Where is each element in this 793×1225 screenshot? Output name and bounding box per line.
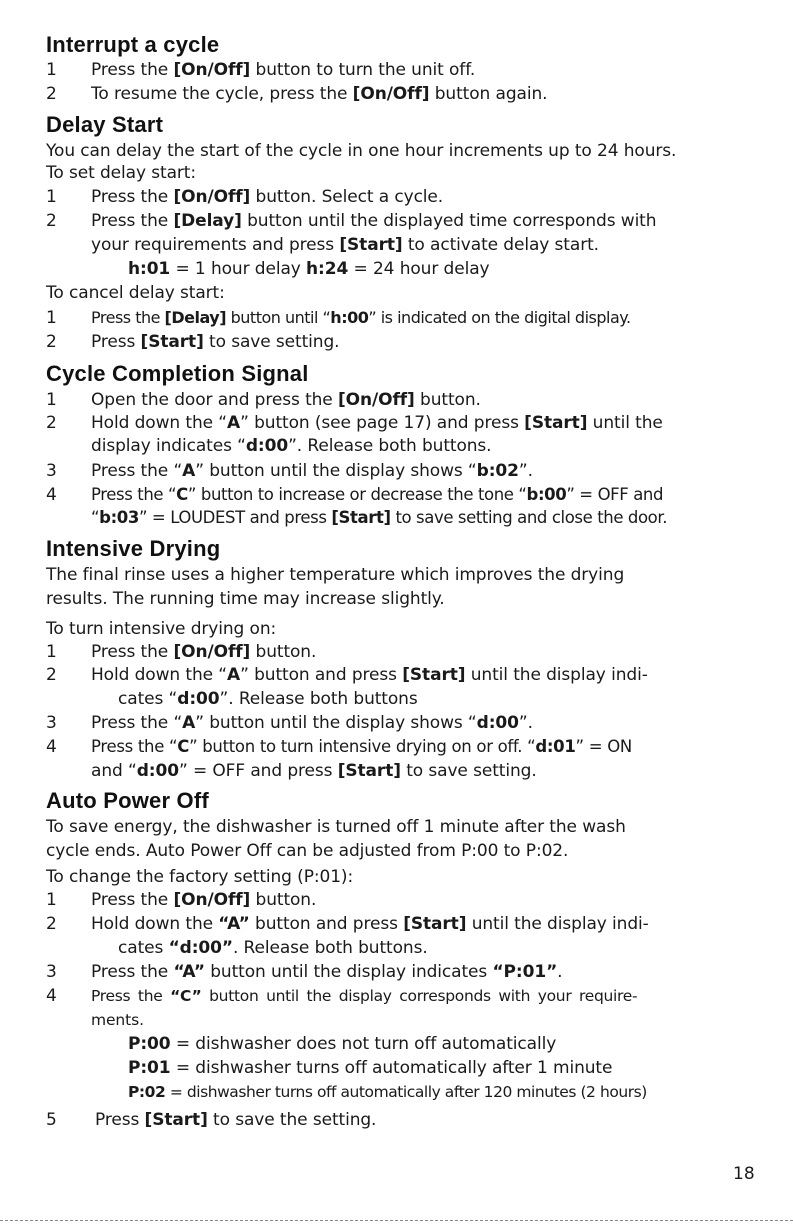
step-number: 1 <box>46 890 57 910</box>
step-number: 2 <box>46 914 57 934</box>
step-number: 1 <box>46 642 57 662</box>
step-number: 4 <box>46 737 57 757</box>
step-text: Hold down the “A” button and press [Start] until the display indi- <box>91 914 649 934</box>
step-text: Press the “C” button to increase or decrease the tone “b:00” = OFF and <box>91 485 664 504</box>
step-text: Hold down the “A” button (see page 17) and press [Start] until the <box>91 413 663 433</box>
option-line: P:00 = dishwasher does not turn off automatically <box>128 1034 557 1054</box>
step-number: 1 <box>46 187 57 207</box>
step-text: “b:03” = LOUDEST and press [Start] to save setting and close the door. <box>91 508 668 527</box>
heading-interrupt-cycle: Interrupt a cycle <box>46 32 220 57</box>
body-text: To save energy, the dishwasher is turned off 1 minute after the wash <box>46 817 626 837</box>
body-text: To turn intensive drying on: <box>46 619 277 639</box>
step-number: 4 <box>46 485 57 505</box>
body-text: To change the factory setting (P:01): <box>46 867 354 887</box>
step-text: ments. <box>91 1011 144 1029</box>
body-text: The final rinse uses a higher temperature which improves the drying <box>46 565 625 585</box>
step-text: Press the [On/Off] button to turn the unit off. <box>91 60 476 80</box>
step-number: 2 <box>46 413 57 433</box>
heading-delay-start: Delay Start <box>46 112 164 137</box>
step-text: Press the [Delay] button until “h:00” is indicated on the digital display. <box>91 308 631 327</box>
step-text: cates “d:00”. Release both buttons. <box>118 938 428 958</box>
step-text: Press the [Delay] button until the displayed time corresponds with <box>91 211 657 231</box>
step-number: 1 <box>46 60 57 80</box>
step-number: 1 <box>46 390 57 410</box>
step-text: Press [Start] to save setting. <box>91 332 340 352</box>
step-text: Press the [On/Off] button. <box>91 890 317 910</box>
delay-codes: h:01 = 1 hour delay h:24 = 24 hour delay <box>128 259 490 279</box>
heading-auto-power-off: Auto Power Off <box>46 788 209 813</box>
step-number: 1 <box>46 308 57 328</box>
step-text: Press the “A” button until the display shows “b:02”. <box>91 461 533 481</box>
step-number: 2 <box>46 332 57 352</box>
body-text: To set delay start: <box>46 163 196 183</box>
step-number: 2 <box>46 211 57 231</box>
step-number: 3 <box>46 962 57 982</box>
step-text: Press the “A” button until the display indicates “P:01”. <box>91 962 563 982</box>
step-text: Hold down the “A” button and press [Start] until the display indi- <box>91 665 648 685</box>
heading-cycle-completion-signal: Cycle Completion Signal <box>46 361 309 386</box>
step-number: 4 <box>46 986 57 1006</box>
step-number: 3 <box>46 713 57 733</box>
step-text: Open the door and press the [On/Off] button. <box>91 390 481 410</box>
option-line: P:01 = dishwasher turns off automatically after 1 minute <box>128 1058 613 1078</box>
page-bottom-rule <box>0 1220 793 1221</box>
option-line: P:02 = dishwasher turns off automatically after 120 minutes (2 hours) <box>128 1083 647 1101</box>
step-text: cates “d:00”. Release both buttons <box>118 689 418 709</box>
body-text: cycle ends. Auto Power Off can be adjusted from P:00 to P:02. <box>46 841 569 861</box>
body-text: To cancel delay start: <box>46 283 225 303</box>
step-text: To resume the cycle, press the [On/Off] button again. <box>91 84 548 104</box>
step-text: Press the “C” button until the display corresponds with your require- <box>91 987 638 1005</box>
step-text: Press the [On/Off] button. <box>91 642 317 662</box>
step-text: Press [Start] to save the setting. <box>95 1110 377 1130</box>
step-number: 2 <box>46 84 57 104</box>
step-text: Press the “C” button to turn intensive drying on or off. “d:01” = ON <box>91 737 632 756</box>
step-text: display indicates “d:00”. Release both buttons. <box>91 436 492 456</box>
step-text: Press the “A” button until the display shows “d:00”. <box>91 713 533 733</box>
step-number: 2 <box>46 665 57 685</box>
heading-intensive-drying: Intensive Drying <box>46 536 221 561</box>
body-text: You can delay the start of the cycle in one hour increments up to 24 hours. <box>46 141 677 161</box>
step-text: Press the [On/Off] button. Select a cycle. <box>91 187 444 207</box>
body-text: results. The running time may increase slightly. <box>46 589 445 609</box>
step-text: and “d:00” = OFF and press [Start] to save setting. <box>91 761 537 781</box>
step-number: 5 <box>46 1110 57 1130</box>
step-text: your requirements and press [Start] to activate delay start. <box>91 235 599 255</box>
step-number: 3 <box>46 461 57 481</box>
page-number: 18 <box>733 1164 755 1184</box>
